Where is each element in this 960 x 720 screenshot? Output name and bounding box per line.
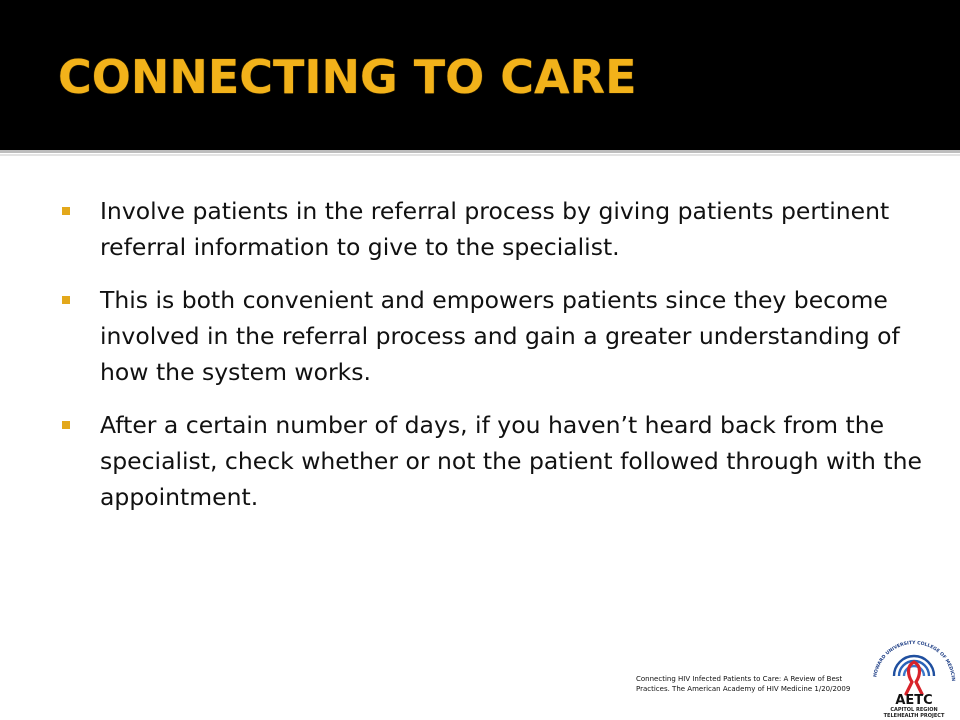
- bullet-list: [62, 193, 922, 532]
- square-bullet-icon: [62, 296, 70, 304]
- square-bullet-icon: [62, 421, 70, 429]
- logo-line-2: TELEHEALTH PROJECT: [883, 713, 945, 719]
- aetc-logo: [868, 636, 960, 720]
- title-bar: [0, 0, 960, 150]
- logo-name: AETC: [895, 693, 933, 708]
- logo-line-1: CAPITOL REGION: [890, 707, 938, 713]
- square-bullet-icon: [62, 207, 70, 215]
- bullet-text: This is both convenient and empowers patients since they become involved in the referral process and gain a greater understanding of how the system works.: [100, 286, 900, 386]
- bullet-item: [62, 193, 922, 265]
- bullet-item: [62, 407, 922, 515]
- citation-note: Connecting HIV Infected Patients to Care: A Review of Best Practices. The American Academy of HIV Medicine 1/20/2009: [636, 675, 851, 693]
- logo-arc-text: HOWARD UNIVERSITY COLLEGE OF MEDICIN: [873, 641, 956, 682]
- signal-rings-icon: [894, 656, 934, 676]
- bullet-text: Involve patients in the referral process by giving patients pertinent referral information to give to the specialist.: [100, 197, 890, 261]
- title-divider: [0, 150, 960, 153]
- bullet-item: [62, 282, 922, 390]
- bullet-text: After a certain number of days, if you haven’t heard back from the specialist, check whether or not the patient followed through with the appointment.: [100, 411, 922, 511]
- title-divider-shadow: [0, 154, 960, 156]
- slide-title: CONNECTING TO CARE: [58, 50, 637, 104]
